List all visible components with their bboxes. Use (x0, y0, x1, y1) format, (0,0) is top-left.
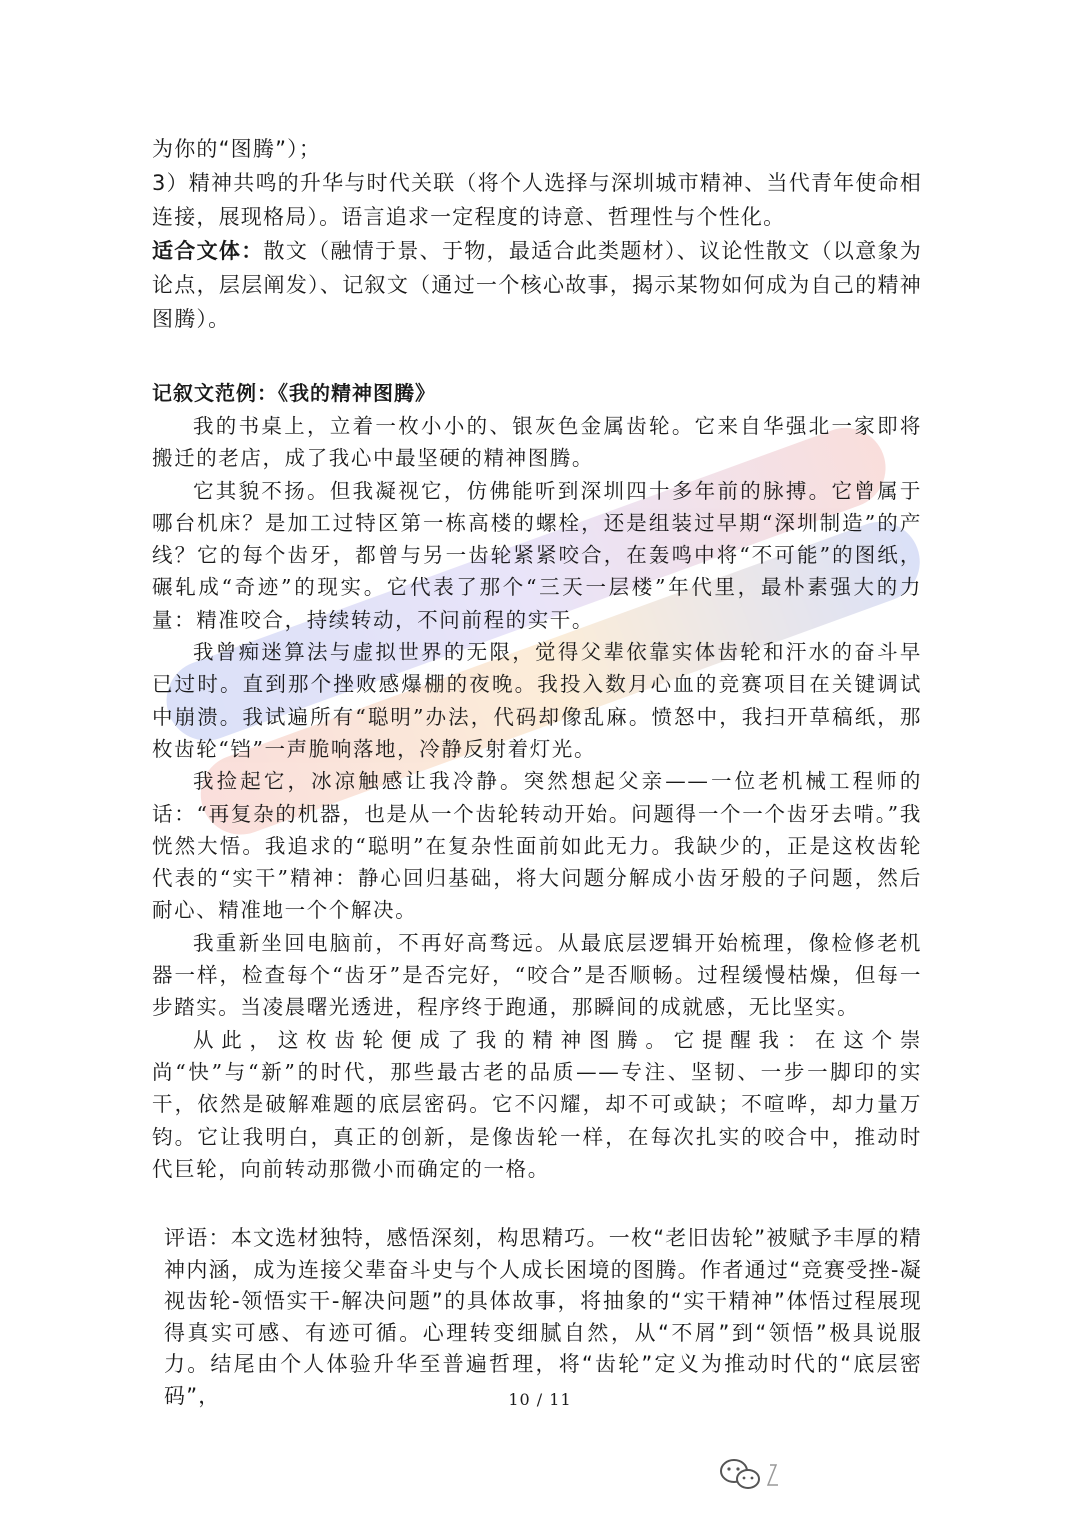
essay-paragraph: 我重新坐回电脑前，不再好高骛远。从最底层逻辑开始梳理，像检修老机器一样，检查每个“齿牙”是否完好，“咬合”是否顺畅。过程缓慢枯燥，但每一步踏实。当凌晨曙光透进，程序终于跑通，那瞬间的成就感，无比坚实。 (152, 930, 922, 1020)
essay-paragraph: 我捡起它，冰凉触感让我冷静。突然想起父亲——一位老机械工程师的话：“再复杂的机器，也是从一个齿轮转动开始。问题得一个一个齿牙去啃。”我恍然大悟。我追求的“聪明”在复杂性面前如此无力。我缺少的，正是这枚齿轮代表的“实干”精神：静心回归基础，将大问题分解成小齿牙般的子问题，然后耐心、精准地一个个解决。 (152, 769, 922, 923)
example-essay (152, 410, 922, 1185)
essay-paragraph: 从此，这枚齿轮便成了我的精神图腾。它提醒我：在这个崇尚“快”与“新”的时代，那些最古老的品质——专注、坚韧、一步一脚印的实干，依然是破解难题的底层密码。它不闪耀，却不可或缺；不喧哗，却力量万钧。它让我明白，真正的创新，是像齿轮一样，在每次扎实的咬合中，推动时代巨轮，向前转动那微小而确定的一格。 (152, 1027, 922, 1181)
essay-paragraph: 我的书桌上，立着一枚小小的、银灰色金属齿轮。它来自华强北一家即将搬迁的老店，成了我心中最坚硬的精神图腾。 (152, 414, 922, 471)
teacher-comment: 评语：本文选材独特，感悟深刻，构思精巧。一枚“老旧齿轮”被赋予丰厚的精神内涵，成为连接父辈奋斗史与个人成长困境的图腾。作者通过“竞赛受挫-凝视齿轮-领悟实干-解决问题”的具体故事，将抽象的“实干精神”体悟过程展现得真实可感、有迹可循。心理转变细腻自然，从“不屑”到“领悟”极具说服力。结尾由个人体验升华至普遍哲理，将“齿轮”定义为推动时代的“底层密码”， (164, 1226, 922, 1408)
genre-label: 适合文体： (152, 239, 264, 263)
intro-point-3: 3）精神共鸣的升华与时代关联（将个人选择与深圳城市精神、当代青年使命相连接，展现格局）。语言追求一定程度的诗意、哲理性与个性化。 (152, 171, 922, 229)
page-number: 10 / 11 (508, 1390, 572, 1409)
essay-paragraph: 我曾痴迷算法与虚拟世界的无限，觉得父辈依靠实体齿轮和汗水的奋斗早已过时。直到那个挫败感爆棚的夜晚。我投入数月心血的竞赛项目在关键调试中崩溃。我试遍所有“聪明”办法，代码却像乱麻。愤怒中，我扫开草稿纸，那枚齿轮“铛”一声脆响落地，冷静反射着灯光。 (152, 640, 922, 761)
intro-line-1: 为你的“图腾”）； (152, 137, 322, 161)
essay-paragraph: 它其貌不扬。但我凝视它，仿佛能听到深圳四十多年前的脉搏。它曾属于哪台机床？是加工过特区第一栋高楼的螺栓，还是组装过早期“深圳制造”的产线？它的每个齿牙，都曾与另一齿轮紧紧咬合，在轰鸣中将“不可能”的图纸，碾轧成“奇迹”的现实。它代表了那个“三天一层楼”年代里，最朴素强大的力量：精准咬合，持续转动，不问前程的实干。 (152, 478, 922, 632)
genre-text: 散文（融情于景、于物，最适合此类题材）、议论性散文（以意象为论点，层层阐发）、记叙文（通过一个核心故事，揭示某物如何成为自己的精神图腾）。 (152, 239, 922, 331)
example-title: 记叙文范例：《我的精神图腾》 (152, 381, 436, 405)
page-content (152, 132, 922, 1412)
wechat-icon (718, 1455, 788, 1495)
genre-paragraph (152, 234, 922, 336)
